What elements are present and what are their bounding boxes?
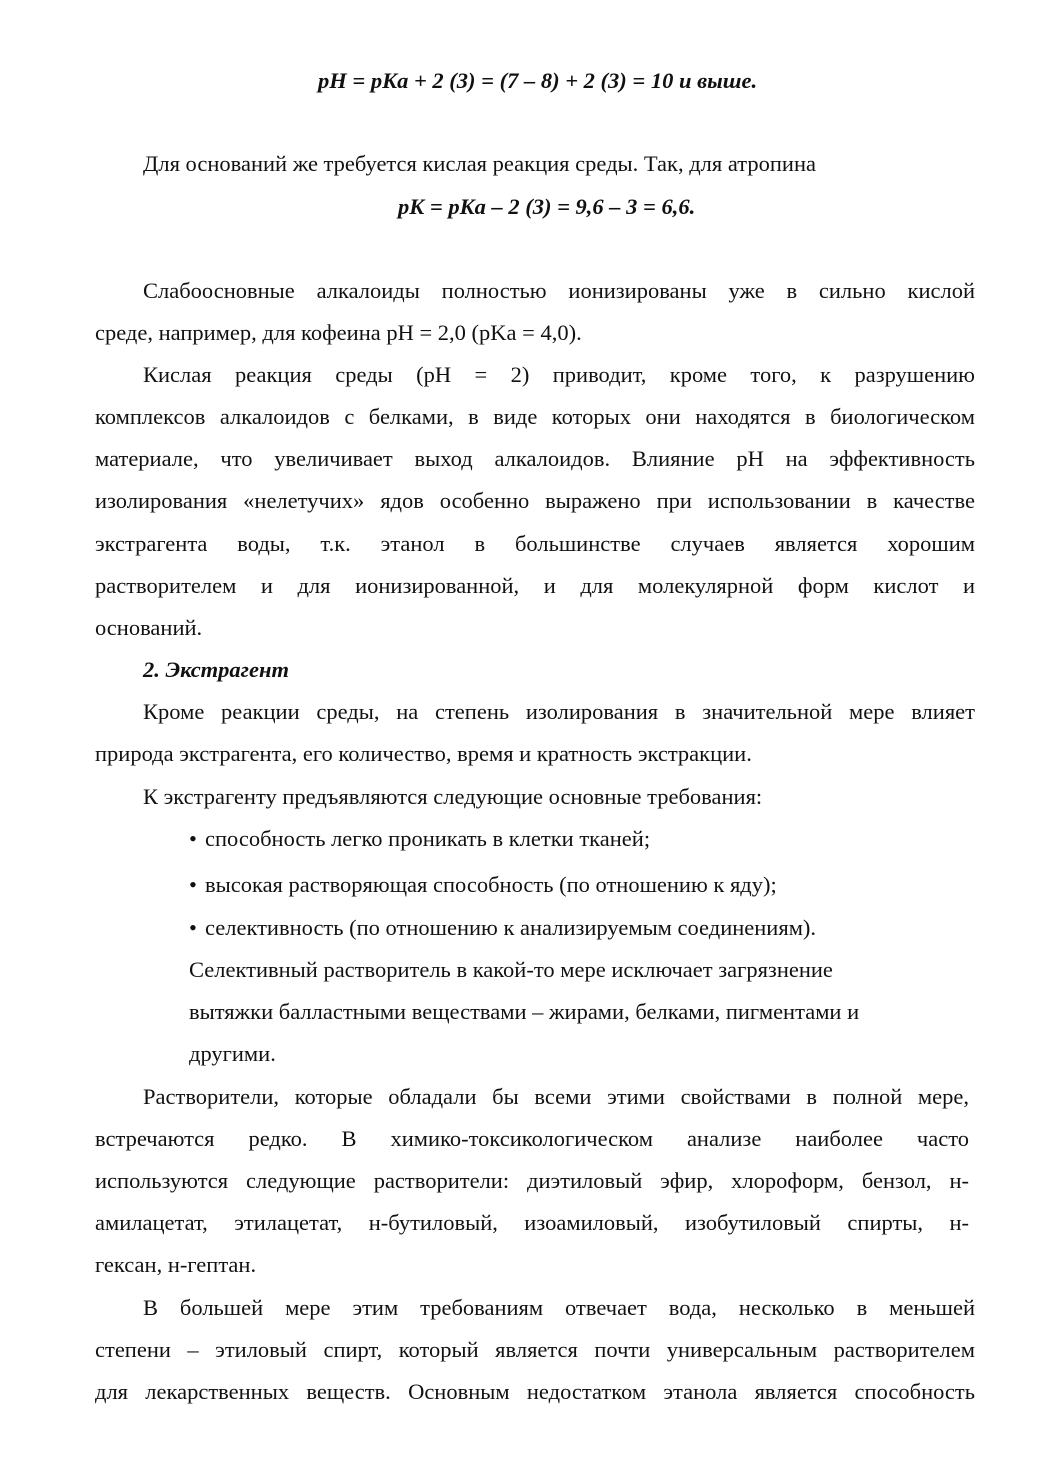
list-item — [189, 824, 650, 854]
paragraph-line: экстрагента воды, т.к. этанол в большинстве случаев является хорошим — [95, 531, 975, 556]
paragraph-line: вытяжки балластными веществами – жирами, белками, пигментами и — [189, 999, 860, 1024]
paragraph-bases-intro: Для оснований же требуется кислая реакция среды. Так, для атропина — [143, 151, 817, 176]
list-item-text: высокая растворяющая способность (по отношению к яду); — [205, 872, 777, 897]
paragraph-line: гексан, н-гептан. — [95, 1252, 257, 1277]
bullet-icon: • — [189, 872, 197, 897]
paragraph-line: среде, например, для кофеина pH = 2,0 (pKa = 4,0). — [95, 320, 582, 345]
list-item — [189, 870, 777, 900]
paragraph-line: Кроме реакции среды, на степень изолирования в значительной мере влияет — [143, 699, 975, 724]
paragraph-line: В большей мере этим требованиям отвечает вода, несколько в меньшей — [143, 1295, 975, 1320]
paragraph-line: изолирования «нелетучих» ядов особенно выражено при использовании в качестве — [95, 488, 975, 513]
paragraph-line: для лекарственных веществ. Основным недостатком этанола является способность — [95, 1379, 975, 1404]
paragraph-line: Слабоосновные алкалоиды полностью ионизированы уже в сильно кислой — [143, 278, 975, 303]
paragraph-requirements-intro: К экстрагенту предъявляются следующие основные требования: — [143, 784, 763, 809]
paragraph-line: другими. — [189, 1041, 276, 1066]
paragraph-line: амилацетат, этилацетат, н-бутиловый, изоамиловый, изобутиловый спирты, н- — [95, 1210, 969, 1235]
bullet-icon: • — [189, 915, 197, 940]
paragraph-line: растворителем и для ионизированной, и для молекулярной форм кислот и — [95, 573, 975, 598]
list-item-text: селективность (по отношению к анализируемым соединениям). — [205, 915, 817, 940]
paragraph-line: встречаются редко. В химико-токсикологическом анализе наиболее часто — [95, 1126, 969, 1151]
paragraph-line: степени – этиловый спирт, который является почти универсальным растворителем — [95, 1337, 975, 1362]
paragraph-line: Кислая реакция среды (pH = 2) приводит, кроме того, к разрушению — [143, 362, 975, 387]
paragraph-line: используются следующие растворители: диэтиловый эфир, хлороформ, бензол, н- — [95, 1168, 969, 1193]
formula-pk: pK = pKa – 2 (3) = 9,6 – 3 = 6,6. — [398, 194, 696, 219]
paragraph-line: комплексов алкалоидов с белками, в виде которых они находятся в биологическом — [95, 404, 975, 429]
paragraph-line: Растворители, которые обладали бы всеми этими свойствами в полной мере, — [143, 1084, 969, 1109]
paragraph-line: оснований. — [95, 615, 203, 640]
paragraph-line: природа экстрагента, его количество, время и кратность экстракции. — [95, 741, 752, 766]
list-item-text: способность легко проникать в клетки тканей; — [205, 826, 651, 851]
list-item — [189, 913, 816, 943]
formula-ph: pH = pKa + 2 (3) = (7 – 8) + 2 (3) = 10 и выше. — [318, 68, 758, 93]
paragraph-line: Селективный растворитель в какой-то мере исключает загрязнение — [189, 957, 833, 982]
paragraph-line: материале, что увеличивает выход алкалоидов. Влияние pH на эффективность — [95, 446, 975, 471]
section-heading: 2. Экстрагент — [143, 657, 289, 682]
bullet-icon: • — [189, 826, 197, 851]
